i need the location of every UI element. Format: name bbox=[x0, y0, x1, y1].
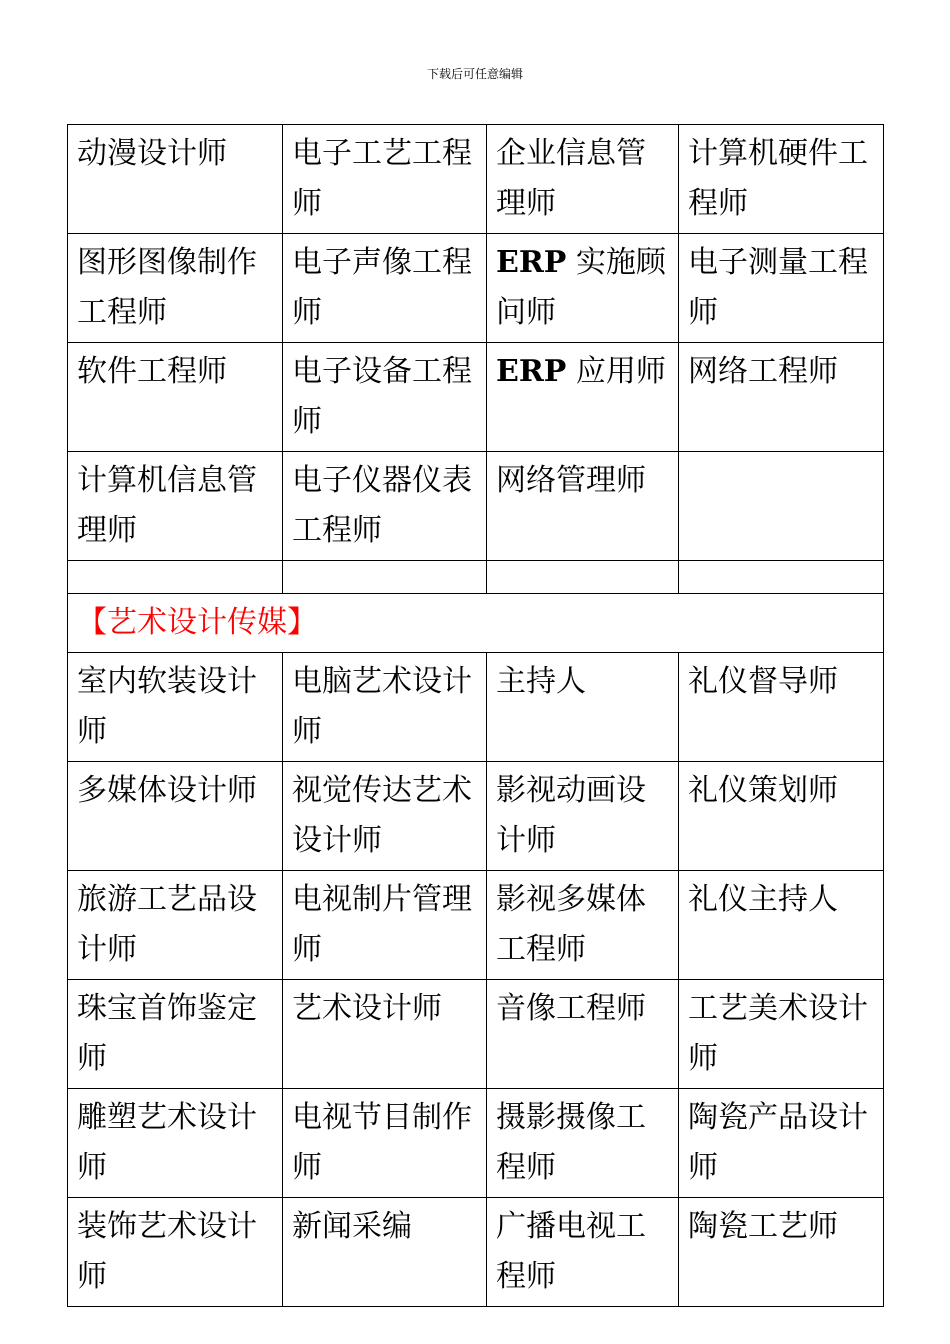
empty-cell bbox=[679, 561, 884, 594]
table-cell: 电视节目制作师 bbox=[283, 1089, 487, 1198]
empty-cell bbox=[283, 561, 487, 594]
table-row bbox=[68, 1198, 884, 1307]
table-row bbox=[68, 234, 884, 343]
table-cell: 雕塑艺术设计师 bbox=[68, 1089, 283, 1198]
table-cell: 电脑艺术设计师 bbox=[283, 653, 487, 762]
table-cell: 影视多媒体工程师 bbox=[487, 871, 679, 980]
table-row bbox=[68, 343, 884, 452]
table-cell: 电子声像工程师 bbox=[283, 234, 487, 343]
table-row bbox=[68, 452, 884, 561]
table-row bbox=[68, 762, 884, 871]
empty-cell bbox=[68, 561, 283, 594]
latin-prefix: ERP bbox=[496, 354, 567, 389]
table-cell: 礼仪策划师 bbox=[679, 762, 884, 871]
table-cell: 软件工程师 bbox=[68, 343, 283, 452]
table-cell: 电子设备工程师 bbox=[283, 343, 487, 452]
table-cell: 计算机硬件工程师 bbox=[679, 125, 884, 234]
table-cell: 艺术设计师 bbox=[283, 980, 487, 1089]
empty-row bbox=[68, 561, 884, 594]
table-cell: 计算机信息管理师 bbox=[68, 452, 283, 561]
table-cell: 电视制片管理师 bbox=[283, 871, 487, 980]
table-cell: ERP 实施顾问师 bbox=[487, 234, 679, 343]
table-cell: 网络管理师 bbox=[487, 452, 679, 561]
table-cell: 陶瓷产品设计师 bbox=[679, 1089, 884, 1198]
table-cell: 动漫设计师 bbox=[68, 125, 283, 234]
table-cell: 电子仪器仪表工程师 bbox=[283, 452, 487, 561]
table-cell: 礼仪督导师 bbox=[679, 653, 884, 762]
table-row bbox=[68, 125, 884, 234]
table-cell: ERP 应用师 bbox=[487, 343, 679, 452]
table-row bbox=[68, 980, 884, 1089]
table-cell: 企业信息管理师 bbox=[487, 125, 679, 234]
table-row bbox=[68, 871, 884, 980]
table-cell bbox=[679, 452, 884, 561]
table-cell: 工艺美术设计师 bbox=[679, 980, 884, 1089]
table-row bbox=[68, 1089, 884, 1198]
table-cell: 广播电视工程师 bbox=[487, 1198, 679, 1307]
table-cell: 电子工艺工程师 bbox=[283, 125, 487, 234]
table-cell: 主持人 bbox=[487, 653, 679, 762]
table-cell: 装饰艺术设计师 bbox=[68, 1198, 283, 1307]
table-cell: 礼仪主持人 bbox=[679, 871, 884, 980]
empty-cell bbox=[487, 561, 679, 594]
table-cell: 室内软装设计师 bbox=[68, 653, 283, 762]
table-cell: 影视动画设计师 bbox=[487, 762, 679, 871]
table-cell: 多媒体设计师 bbox=[68, 762, 283, 871]
table-cell: 珠宝首饰鉴定师 bbox=[68, 980, 283, 1089]
table-cell: 电子测量工程师 bbox=[679, 234, 884, 343]
section-title: 【艺术设计传媒】 bbox=[68, 594, 884, 653]
table-cell: 视觉传达艺术设计师 bbox=[283, 762, 487, 871]
table-cell: 网络工程师 bbox=[679, 343, 884, 452]
page-header: 下载后可任意编辑 bbox=[426, 67, 523, 81]
table-cell: 新闻采编 bbox=[283, 1198, 487, 1307]
table-row bbox=[68, 653, 884, 762]
table-cell: 图形图像制作工程师 bbox=[68, 234, 283, 343]
table-cell: 摄影摄像工程师 bbox=[487, 1089, 679, 1198]
table-cell: 旅游工艺品设计师 bbox=[68, 871, 283, 980]
job-title-table bbox=[67, 124, 884, 1307]
table-cell: 陶瓷工艺师 bbox=[679, 1198, 884, 1307]
table-cell: 音像工程师 bbox=[487, 980, 679, 1089]
section-row bbox=[68, 594, 884, 653]
latin-prefix: ERP bbox=[496, 245, 567, 280]
